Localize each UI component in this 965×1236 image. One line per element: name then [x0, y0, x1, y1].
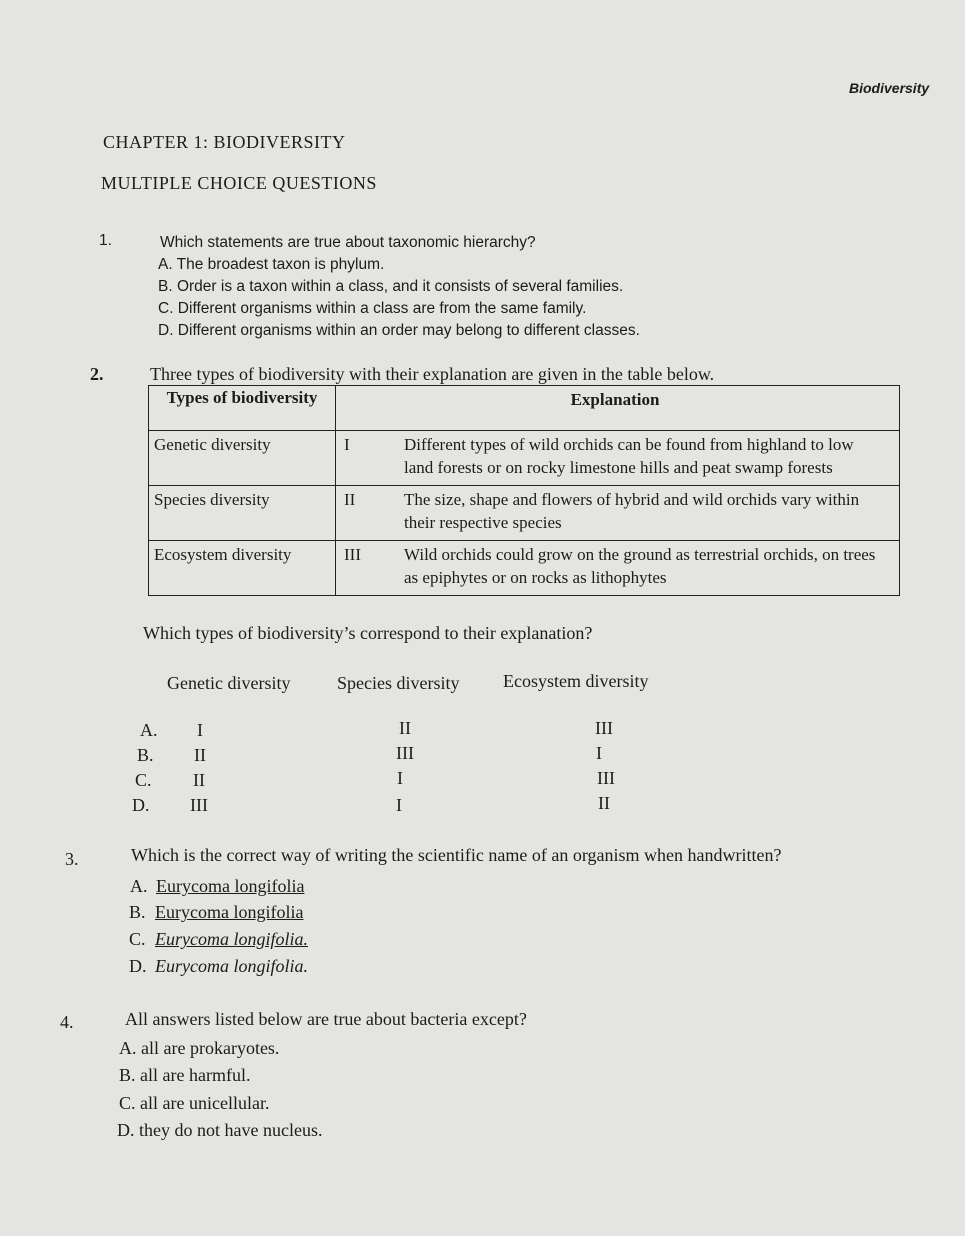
answer-value: II	[193, 770, 205, 790]
answer-value: I	[397, 768, 403, 788]
chapter-title: CHAPTER 1: BIODIVERSITY	[103, 132, 346, 152]
column-header-species: Species diversity	[337, 673, 460, 693]
option-a	[130, 876, 304, 897]
table-header-explanation: Explanation	[336, 386, 900, 431]
table-header-types: Types of biodiversity	[149, 386, 336, 431]
column-header-ecosystem: Ecosystem diversity	[503, 671, 649, 691]
option-letter: A.	[130, 876, 148, 896]
option-b: B. Order is a taxon within a class, and it consists of several families.	[158, 278, 624, 295]
answer-letter: B.	[137, 745, 154, 765]
roman-numeral: III	[344, 545, 361, 564]
option-c: C. all are unicellular.	[119, 1093, 270, 1113]
column-header-genetic: Genetic diversity	[167, 673, 291, 693]
answer-value: I	[197, 720, 203, 740]
explanation-cell	[336, 431, 900, 486]
answer-value: III	[595, 718, 613, 738]
option-b: B. all are harmful.	[119, 1065, 251, 1085]
answer-value: III	[597, 768, 615, 788]
question-number: 4.	[60, 1012, 74, 1032]
explanation-cell	[336, 486, 900, 541]
running-header: Biodiversity	[849, 80, 930, 96]
option-b	[129, 902, 303, 923]
option-letter: B.	[129, 902, 146, 922]
answer-letter: D.	[132, 795, 150, 815]
explanation-cell	[336, 541, 900, 596]
question-stem: Which is the correct way of writing the scientific name of an organism when handwritten?	[131, 845, 782, 865]
table-row	[149, 431, 900, 486]
answer-value: II	[194, 745, 206, 765]
question-stem: Which statements are true about taxonomic hierarchy?	[160, 234, 536, 251]
table-row	[149, 486, 900, 541]
answer-value: III	[396, 743, 414, 763]
option-letter: D.	[129, 956, 147, 976]
option-text: Eurycoma longifolia.	[155, 956, 308, 976]
answer-letter: A.	[140, 720, 158, 740]
option-c: C. Different organisms within a class are from the same family.	[158, 300, 587, 317]
answer-value: I	[396, 795, 402, 815]
question-number: 3.	[65, 849, 79, 869]
roman-numeral: I	[344, 435, 350, 454]
option-c	[129, 929, 308, 950]
option-letter: C.	[129, 929, 146, 949]
answer-letter: C.	[135, 770, 152, 790]
type-cell: Ecosystem diversity	[149, 541, 336, 596]
explanation-text: The size, shape and flowers of hybrid and wild orchids vary within their respective species	[404, 490, 860, 532]
answer-value: III	[190, 795, 208, 815]
answer-value: II	[399, 718, 411, 738]
question-number: 1.	[99, 232, 112, 249]
explanation-text: Different types of wild orchids can be found from highland to low land forests or on rocky limestone hills and peat swamp forests	[404, 435, 854, 477]
section-title: MULTIPLE CHOICE QUESTIONS	[101, 173, 377, 193]
option-d: D. they do not have nucleus.	[117, 1120, 323, 1140]
option-d	[129, 956, 308, 977]
roman-numeral: II	[344, 490, 356, 509]
option-a: A. The broadest taxon is phylum.	[158, 256, 385, 273]
question-number: 2.	[90, 364, 104, 384]
sub-question: Which types of biodiversity’s correspond to their explanation?	[143, 623, 593, 643]
type-cell: Genetic diversity	[149, 431, 336, 486]
question-stem: Three types of biodiversity with their explanation are given in the table below.	[150, 364, 715, 384]
option-text: Eurycoma longifolia.	[155, 929, 308, 949]
answer-value: I	[596, 743, 602, 763]
table-row	[149, 541, 900, 596]
question-stem: All answers listed below are true about bacteria except?	[125, 1009, 527, 1029]
option-a: A. all are prokaryotes.	[119, 1038, 280, 1058]
type-cell: Species diversity	[149, 486, 336, 541]
option-d: D. Different organisms within an order may belong to different classes.	[158, 322, 640, 339]
explanation-text: Wild orchids could grow on the ground as terrestrial orchids, on trees as epiphytes or on rocks as lithophytes	[404, 545, 876, 587]
option-text: Eurycoma longifolia	[156, 876, 305, 896]
option-text: Eurycoma longifolia	[155, 902, 304, 922]
answer-value: II	[598, 793, 610, 813]
biodiversity-table	[148, 385, 900, 596]
